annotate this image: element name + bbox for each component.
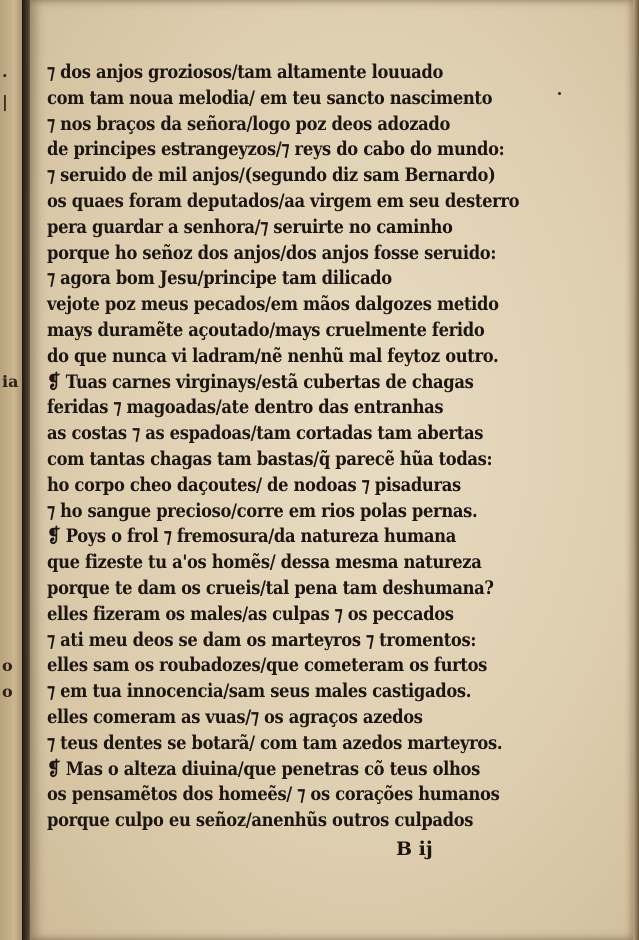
verse-line: elles sam os roubadozes/que cometeram os furtos	[47, 654, 488, 677]
verse-line: com tantas chagas tam bastas/q̃ parecẽ hũa todas:	[47, 447, 493, 470]
verse-line: ⁊ em tua innocencia/sam seus males castigados.	[47, 680, 472, 703]
pilcrow-icon: ❡	[47, 525, 66, 548]
verse-text-block	[47, 60, 587, 834]
verse-line: ⁊ agora bom Jesu/principe tam dilicado	[47, 267, 392, 290]
verse-line: de principes estrangeyzos/⁊ reys do cabo do mundo:	[47, 138, 505, 161]
verse-line: feridas ⁊ magoadas/ate dentro das entranhas	[47, 396, 444, 419]
verse-line: pera guardar a senhora/⁊ seruirte no caminho	[47, 215, 453, 238]
verse-line: ⁊ teus dentes se botarã/ com tam azedos marteyros.	[47, 731, 503, 754]
verse-line: ⁊ nos braços da señora/logo poz deos adozado	[47, 112, 451, 135]
verse-line: mays duramẽte açoutado/mays cruelmente ferido	[47, 318, 485, 341]
verse-line: porque culpo eu señoz/anenhũs outros culpados	[47, 809, 474, 832]
left-page-fragment: ia	[2, 372, 19, 391]
verse-line: com tam noua melodia/ em teu sancto nascimento	[47, 86, 493, 109]
pilcrow-icon: ❡	[47, 757, 66, 780]
verse-line: que fizeste tu a'os homẽs/ dessa mesma natureza	[47, 551, 482, 574]
verse-line: ⁊ dos anjos groziosos/tam altamente louuado	[47, 61, 444, 83]
signature-mark: B ij	[396, 838, 433, 860]
verse-line: ⁊ ati meu deos se dam os marteyros ⁊ tromentos:	[47, 628, 477, 651]
verse-line: ⁊ ho sangue precioso/corre em rios polas pernas.	[47, 499, 478, 522]
verse-line: os quaes foram deputados/aa virgem em seu desterro	[47, 189, 520, 212]
left-page-fragment: |	[2, 92, 8, 111]
verse-line: os pensamẽtos dos homeẽs/ ⁊ os corações humanos	[47, 783, 500, 806]
verse-line: vejote poz meus pecados/em mãos dalgozes metido	[47, 293, 499, 316]
left-page-fragment: o	[2, 682, 13, 701]
pilcrow-icon: ❡	[47, 370, 66, 393]
verse-line: ❡ Poys o frol ⁊ fremosura/da natureza humana	[47, 525, 456, 548]
page-edge-shadow	[633, 0, 639, 940]
verse-line: ho corpo cheo daçoutes/ de nodoas ⁊ pisaduras	[47, 473, 461, 496]
verse-line: elles comeram as vuas/⁊ os agraços azedos	[47, 705, 423, 728]
verse-line: ⁊ seruido de mil anjos/(segundo diz sam Bernardo)	[47, 164, 496, 187]
left-page-fragment: o	[2, 656, 13, 675]
verse-line: ❡ Tuas carnes virginays/estã cubertas de chagas	[47, 370, 474, 393]
right-page	[30, 0, 633, 940]
verse-line: do que nunca vi ladram/nẽ nenhũ mal feytoz outro.	[47, 344, 499, 367]
verse-line: porque te dam os crueis/tal pena tam deshumana?	[47, 576, 494, 599]
verse-line: porque ho señoz dos anjos/dos anjos fosse seruido:	[47, 241, 497, 264]
verse-line: elles fizeram os males/as culpas ⁊ os peccados	[47, 602, 454, 625]
verse-line: as costas ⁊ as espadoas/tam cortadas tam abertas	[47, 422, 484, 445]
verse-line: ❡ Mas o alteza diuina/que penetras cõ teus olhos	[47, 757, 480, 780]
left-page-fragment: ·	[2, 66, 8, 85]
